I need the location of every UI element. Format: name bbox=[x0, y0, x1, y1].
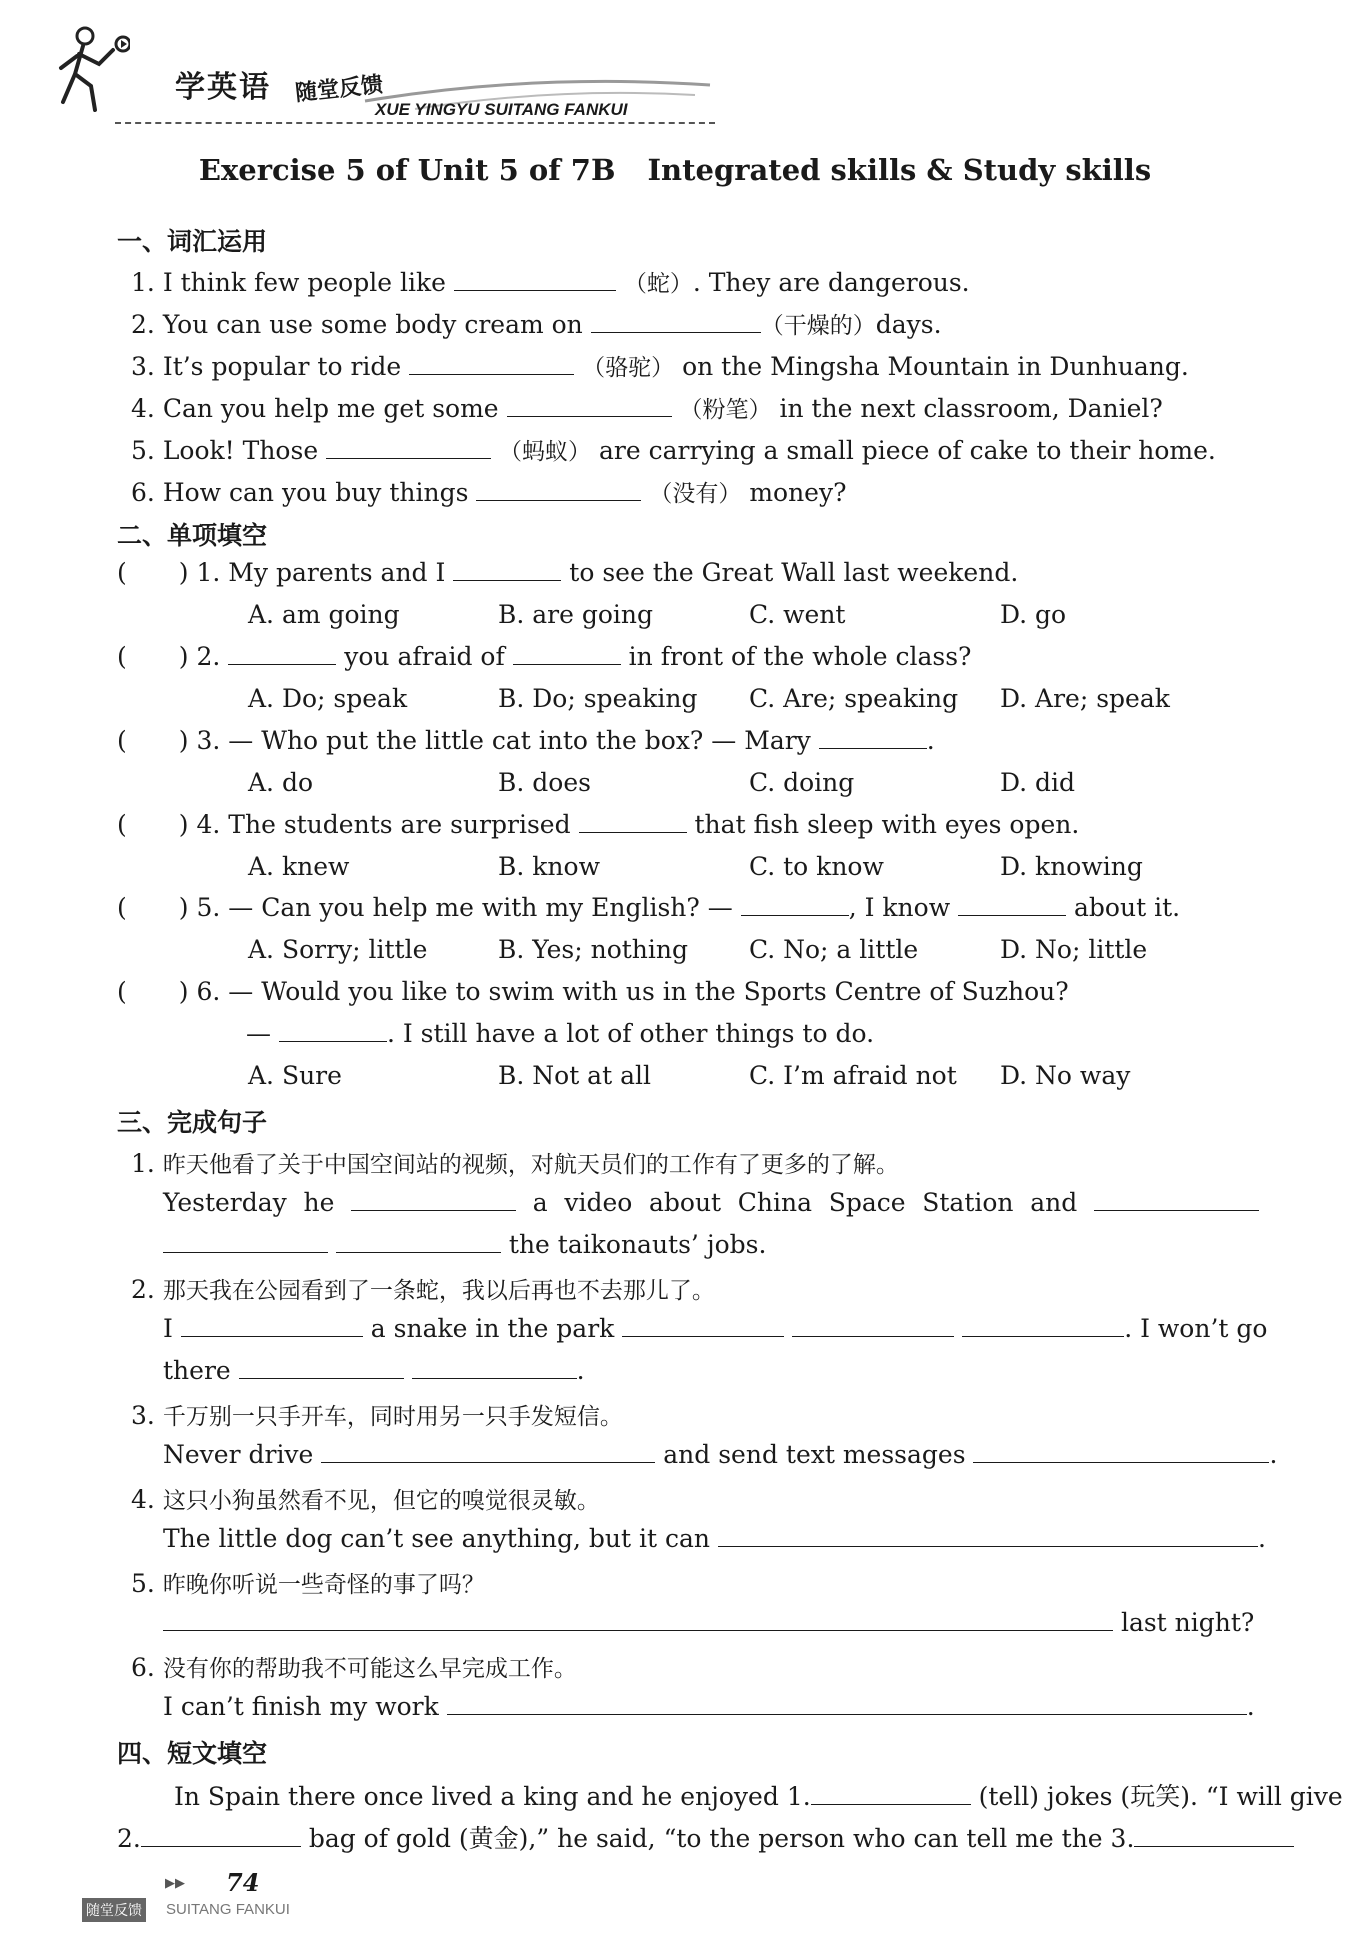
double-arrow-icon: ▶▶ bbox=[165, 1876, 185, 1891]
option[interactable]: B. know bbox=[498, 852, 600, 881]
answer-blank[interactable] bbox=[476, 478, 641, 501]
passage-line-1: In Spain there once lived a king and he enjoyed 1. (tell) jokes (玩笑). “I will give bbox=[174, 1782, 1343, 1811]
option[interactable]: C. doing bbox=[749, 768, 855, 797]
s1-item-1: 1. I think few people like （蛇）. They are dangerous. bbox=[131, 268, 970, 297]
s3-item-6-cn: 6. 没有你的帮助我不可能这么早完成工作。 bbox=[131, 1653, 577, 1682]
mc-question-5: ( ) 5. — Can you help me with my English? — , I know about it. bbox=[117, 893, 1181, 922]
option[interactable]: A. Do; speak bbox=[248, 684, 408, 713]
mc-question-1: ( ) 1. My parents and I to see the Great Wall last weekend. bbox=[117, 558, 1019, 587]
answer-blank[interactable] bbox=[163, 1230, 328, 1253]
answer-blank[interactable] bbox=[579, 810, 687, 833]
answer-blank[interactable] bbox=[792, 1314, 954, 1337]
runner-logo-icon bbox=[55, 24, 130, 114]
s3-item-2-cn: 2. 那天我在公园看到了一条蛇，我以后再也不去那儿了。 bbox=[131, 1275, 715, 1304]
footer-brand: SUITANG FANKUI bbox=[166, 1901, 290, 1918]
answer-blank[interactable] bbox=[228, 642, 336, 665]
section-3-heading: 三、完成句子 bbox=[117, 1108, 268, 1137]
s3-item-3-cn: 3. 千万别一只手开车，同时用另一只手发短信。 bbox=[131, 1401, 623, 1430]
answer-blank[interactable] bbox=[591, 310, 761, 333]
title-left: Exercise 5 of Unit 5 of 7B bbox=[198, 153, 616, 187]
mc-question-6-reply: — . I still have a lot of other things to do. bbox=[246, 1019, 875, 1048]
option[interactable]: D. No; little bbox=[1000, 935, 1148, 964]
mc-question-6: ( ) 6. — Would you like to swim with us in the Sports Centre of Suzhou? bbox=[117, 977, 1069, 1006]
answer-blank[interactable] bbox=[958, 893, 1066, 916]
option[interactable]: B. Not at all bbox=[498, 1061, 651, 1090]
answer-blank-3[interactable] bbox=[1134, 1824, 1294, 1847]
option[interactable]: C. went bbox=[749, 600, 846, 629]
answer-blank[interactable] bbox=[326, 436, 491, 459]
option[interactable]: D. knowing bbox=[1000, 852, 1143, 881]
s1-item-2: 2. You can use some body cream on （干燥的）days. bbox=[131, 310, 942, 339]
answer-blank[interactable] bbox=[513, 642, 621, 665]
answer-blank[interactable] bbox=[321, 1440, 655, 1463]
answer-blank[interactable] bbox=[412, 1356, 577, 1379]
header-divider bbox=[115, 122, 715, 124]
s3-item-6-en: I can’t finish my work . bbox=[163, 1692, 1255, 1721]
option[interactable]: A. Sorry; little bbox=[248, 935, 428, 964]
s3-item-1-en-2: the taikonauts’ jobs. bbox=[163, 1230, 766, 1259]
mc-question-2: ( ) 2. you afraid of in front of the whole class? bbox=[117, 642, 972, 671]
option[interactable]: C. No; a little bbox=[749, 935, 919, 964]
mc-question-4: ( ) 4. The students are surprised that fish sleep with eyes open. bbox=[117, 810, 1080, 839]
option[interactable]: D. Are; speak bbox=[1000, 684, 1170, 713]
answer-blank[interactable] bbox=[447, 1692, 1247, 1715]
s3-item-2-en: I a snake in the park . I won’t go bbox=[163, 1314, 1268, 1343]
answer-blank[interactable] bbox=[973, 1440, 1269, 1463]
answer-blank[interactable] bbox=[453, 558, 561, 581]
section-4-heading: 四、短文填空 bbox=[117, 1739, 268, 1768]
option[interactable]: B. are going bbox=[498, 600, 654, 629]
answer-blank[interactable] bbox=[454, 268, 616, 291]
option[interactable]: D. No way bbox=[1000, 1061, 1131, 1090]
s3-item-3-en: Never drive and send text messages . bbox=[163, 1440, 1278, 1469]
answer-blank[interactable] bbox=[279, 1019, 387, 1042]
s3-item-1-cn: 1. 昨天他看了关于中国空间站的视频，对航天员们的工作有了更多的了解。 bbox=[131, 1149, 899, 1178]
s3-item-1-en: Yesterday he a video about China Space Station and bbox=[163, 1188, 1259, 1217]
s3-item-2-en-2: there . bbox=[163, 1356, 585, 1385]
answer-blank[interactable] bbox=[409, 352, 574, 375]
s3-item-4-cn: 4. 这只小狗虽然看不见，但它的嗅觉很灵敏。 bbox=[131, 1485, 600, 1514]
option[interactable]: A. knew bbox=[248, 852, 350, 881]
answer-blank[interactable] bbox=[819, 726, 927, 749]
answer-blank-2[interactable] bbox=[141, 1824, 301, 1847]
option[interactable]: B. Yes; nothing bbox=[498, 935, 688, 964]
answer-blank[interactable] bbox=[622, 1314, 784, 1337]
s1-item-5: 5. Look! Those （蚂蚁） are carrying a small piece of cake to their home. bbox=[131, 436, 1216, 465]
s3-item-4-en: The little dog can’t see anything, but it can . bbox=[163, 1524, 1266, 1553]
option[interactable]: C. Are; speaking bbox=[749, 684, 959, 713]
option[interactable]: A. am going bbox=[248, 600, 400, 629]
answer-blank[interactable] bbox=[181, 1314, 363, 1337]
title-right: Integrated skills & Study skills bbox=[647, 153, 1152, 187]
option[interactable]: B. does bbox=[498, 768, 591, 797]
answer-blank[interactable] bbox=[718, 1524, 1258, 1547]
s3-item-5-en: last night? bbox=[163, 1608, 1254, 1637]
option[interactable]: A. Sure bbox=[248, 1061, 342, 1090]
brand-title-en: XUE YINGYU SUITANG FANKUI bbox=[375, 100, 628, 119]
option[interactable]: B. Do; speaking bbox=[498, 684, 698, 713]
answer-blank[interactable] bbox=[1094, 1188, 1259, 1211]
option[interactable]: C. to know bbox=[749, 852, 884, 881]
s1-item-4: 4. Can you help me get some （粉笔） in the next classroom, Daniel? bbox=[131, 394, 1163, 423]
page-number: 74 bbox=[226, 1868, 260, 1897]
s1-item-3: 3. It’s popular to ride （骆驼） on the Mingsha Mountain in Dunhuang. bbox=[131, 352, 1189, 381]
option[interactable]: A. do bbox=[248, 768, 314, 797]
answer-blank[interactable] bbox=[163, 1608, 1113, 1631]
answer-blank[interactable] bbox=[351, 1188, 516, 1211]
answer-blank[interactable] bbox=[962, 1314, 1124, 1337]
s3-item-5-cn: 5. 昨晚你听说一些奇怪的事了吗？ bbox=[131, 1569, 485, 1598]
footer-tag: 随堂反馈 bbox=[82, 1898, 146, 1922]
answer-blank[interactable] bbox=[741, 893, 849, 916]
option[interactable]: D. did bbox=[1000, 768, 1076, 797]
s1-item-6: 6. How can you buy things （没有） money? bbox=[131, 478, 847, 507]
answer-blank-1[interactable] bbox=[811, 1782, 971, 1805]
option[interactable]: D. go bbox=[1000, 600, 1067, 629]
header-banner bbox=[55, 18, 675, 118]
mc-question-3: ( ) 3. — Who put the little cat into the box? — Mary . bbox=[117, 726, 935, 755]
answer-blank[interactable] bbox=[336, 1230, 501, 1253]
brand-subtitle-cn: 随堂反馈 bbox=[294, 72, 385, 107]
answer-blank[interactable] bbox=[239, 1356, 404, 1379]
passage-line-2: 2. bag of gold (黄金),” he said, “to the person who can tell me the 3. bbox=[117, 1819, 1294, 1855]
section-2-heading: 二、单项填空 bbox=[117, 521, 268, 550]
section-1-heading: 一、词汇运用 bbox=[117, 227, 268, 256]
answer-blank[interactable] bbox=[507, 394, 672, 417]
page-title bbox=[0, 153, 1350, 187]
brand-title-cn: 学英语 bbox=[175, 70, 271, 105]
option[interactable]: C. I’m afraid not bbox=[749, 1061, 957, 1090]
